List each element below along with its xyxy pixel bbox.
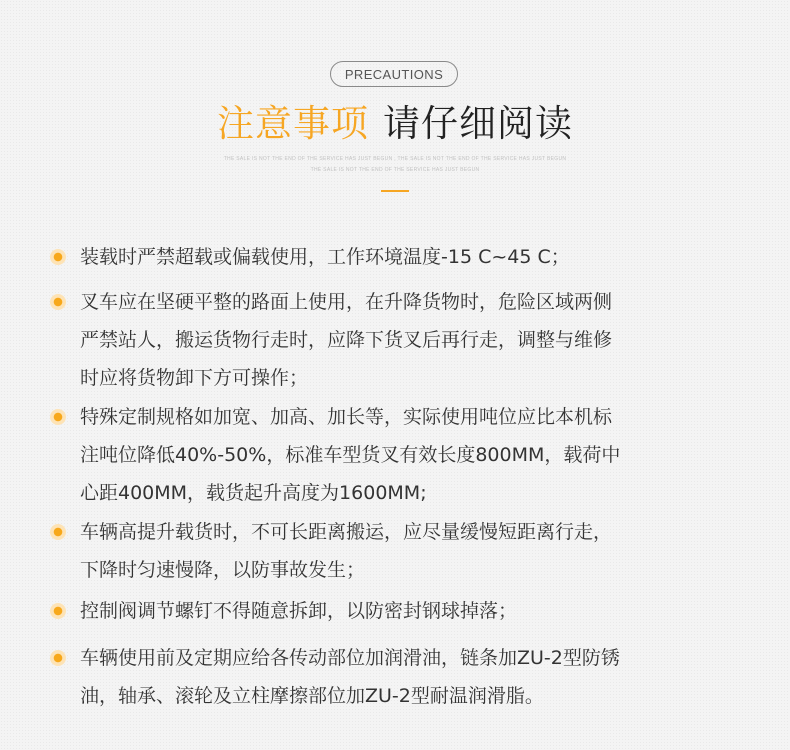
- subtitle-line-2: THE SALE IS NOT THE END OF THE SERVICE HAS JUST BEGUN: [310, 167, 480, 173]
- item-line: 叉车应在坚硬平整的路面上使用，在升降货物时，危险区域两侧: [80, 291, 613, 313]
- item-line: 车辆使用前及定期应给各传动部位加润滑油，链条加ZU-2型防锈: [80, 647, 620, 669]
- title-accent: 注意事项: [217, 102, 369, 145]
- item-line: 车辆高提升载货时，不可长距离搬运，应尽量缓慢短距离行走，: [80, 521, 613, 543]
- item-line: 严禁站人，搬运货物行走时，应降下货叉后再行走，调整与维修: [80, 329, 613, 351]
- list-item: [80, 238, 750, 276]
- list-item: [80, 283, 750, 397]
- bullet-dot-icon: [50, 650, 66, 666]
- subtitle-line-1: THE SALE IS NOT THE END OF THE SERVICE HAS JUST BEGUN , THE SALE IS NOT THE END OF THE SERVICE HAS JUST BEGUN: [223, 156, 567, 162]
- bullet-dot-icon: [50, 294, 66, 310]
- bullet-dot-icon: [50, 249, 66, 265]
- list-item: [80, 398, 750, 512]
- item-line: 油，轴承、滚轮及立柱摩擦部位加ZU-2型耐温润滑脂。: [80, 685, 544, 707]
- item-line: 控制阀调节螺钉不得随意拆卸，以防密封钢球掉落；: [80, 600, 518, 622]
- bullet-dot-icon: [50, 524, 66, 540]
- title-divider: [381, 190, 409, 192]
- list-item: [80, 592, 750, 630]
- item-line: 注吨位降低40%-50%，标准车型货叉有效长度800MM，载荷中: [80, 444, 621, 466]
- item-line: 特殊定制规格如加宽、加高、加长等，实际使用吨位应比本机标: [80, 406, 613, 428]
- precautions-badge: PRECAUTIONS: [330, 61, 458, 87]
- list-item: [80, 513, 750, 589]
- list-item: [80, 639, 750, 715]
- bullet-dot-icon: [50, 409, 66, 425]
- bullet-dot-icon: [50, 603, 66, 619]
- item-line: 装载时严禁超载或偏载使用，工作环境温度-15 C~45 C；: [80, 246, 570, 268]
- item-line: 心距400MM，载货起升高度为1600MM;: [80, 482, 427, 504]
- page-title: [0, 96, 790, 152]
- item-line: 下降时匀速慢降，以防事故发生；: [80, 559, 366, 581]
- item-line: 时应将货物卸下方可操作；: [80, 367, 309, 389]
- title-rest: 请仔细阅读: [383, 102, 573, 145]
